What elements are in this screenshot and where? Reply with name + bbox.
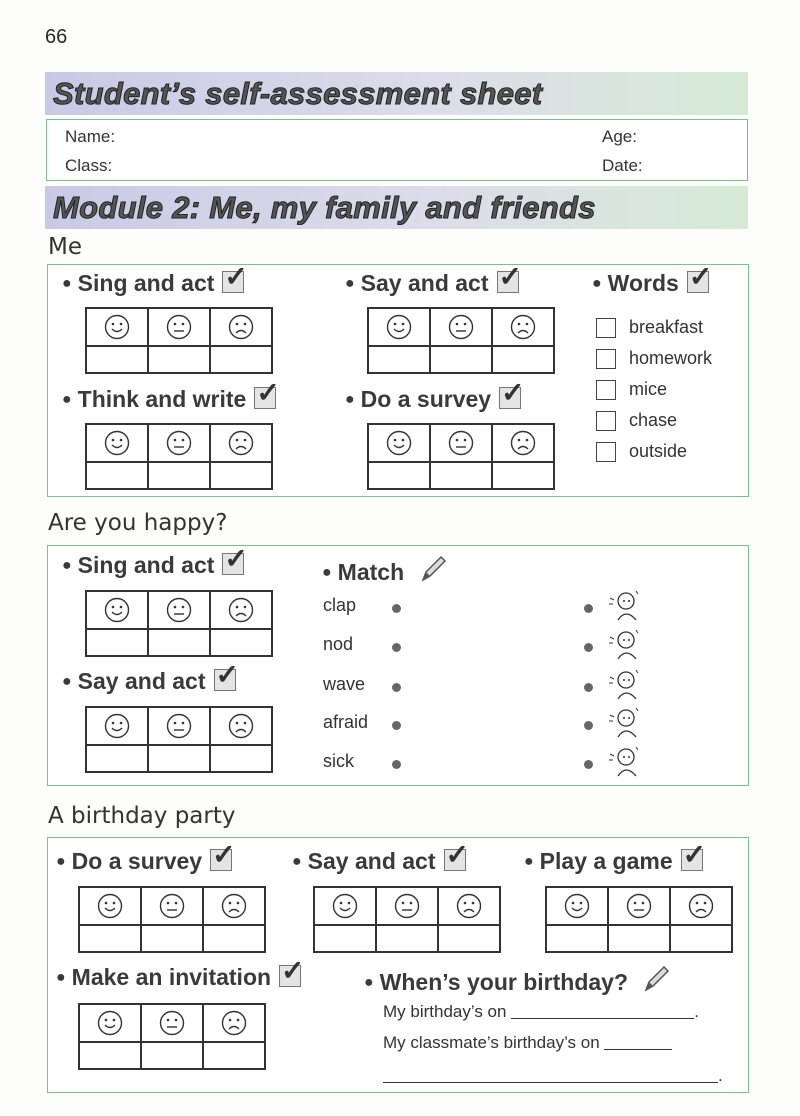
rating-table[interactable] bbox=[78, 886, 266, 953]
word-item: mice bbox=[596, 374, 712, 405]
checkbox-tick-icon[interactable] bbox=[499, 387, 521, 409]
face-cell bbox=[670, 887, 732, 925]
face-cell bbox=[210, 308, 272, 346]
sad-face-icon bbox=[221, 893, 247, 919]
rating-cell[interactable] bbox=[376, 925, 438, 952]
rating-cell[interactable] bbox=[203, 925, 265, 952]
rating-table[interactable] bbox=[78, 1003, 266, 1070]
neutral-face-icon bbox=[166, 430, 192, 456]
rating-cell[interactable] bbox=[148, 629, 210, 656]
face-cell bbox=[203, 887, 265, 925]
rating-cell[interactable] bbox=[210, 745, 272, 772]
match-dot-right[interactable] bbox=[584, 760, 593, 769]
rating-cell[interactable] bbox=[86, 462, 148, 489]
answer-blank[interactable] bbox=[383, 1068, 718, 1083]
rating-cell[interactable] bbox=[86, 629, 148, 656]
match-dot-left[interactable] bbox=[392, 760, 401, 769]
match-dot-right[interactable] bbox=[584, 643, 593, 652]
face-cell bbox=[141, 887, 203, 925]
answer-blank[interactable] bbox=[511, 1004, 694, 1019]
happy-face-icon bbox=[104, 430, 130, 456]
sad-face-icon bbox=[228, 713, 254, 739]
checkbox-tick-icon[interactable] bbox=[210, 849, 232, 871]
match-word: nod bbox=[323, 634, 354, 654]
face-cell bbox=[314, 887, 376, 925]
activity-say-and-act: ● Say and act✓ bbox=[62, 668, 236, 695]
sad-face-icon bbox=[510, 314, 536, 340]
module-title: Module 2: Me, my family and friends bbox=[53, 190, 596, 225]
rating-cell[interactable] bbox=[210, 346, 272, 373]
face-cell bbox=[608, 887, 670, 925]
rating-cell[interactable] bbox=[210, 462, 272, 489]
face-cell bbox=[141, 1004, 203, 1042]
rating-cell[interactable] bbox=[203, 1042, 265, 1069]
neutral-face-icon bbox=[448, 314, 474, 340]
action-picture-icon bbox=[606, 667, 642, 701]
checkbox-tick-icon[interactable] bbox=[254, 387, 276, 409]
face-cell bbox=[203, 1004, 265, 1042]
checkbox-tick-icon[interactable] bbox=[279, 965, 301, 987]
word-item: homework bbox=[596, 343, 712, 374]
rating-cell[interactable] bbox=[79, 925, 141, 952]
face-cell bbox=[430, 308, 492, 346]
pencil-icon bbox=[419, 554, 447, 584]
activity-sing-and-act: ● Sing and act✓ bbox=[62, 552, 244, 579]
activity-play-a-game: ● Play a game✓ bbox=[524, 848, 703, 875]
action-picture-icon bbox=[606, 744, 642, 778]
face-cell bbox=[546, 887, 608, 925]
match-dot-left[interactable] bbox=[392, 604, 401, 613]
match-dot-left[interactable] bbox=[392, 721, 401, 730]
activity-make-an-invitation: ● Make an invitation✓ bbox=[56, 964, 301, 991]
word-checkbox[interactable] bbox=[596, 411, 616, 431]
word-checkbox[interactable] bbox=[596, 349, 616, 369]
title-banner bbox=[45, 72, 748, 115]
match-dot-right[interactable] bbox=[584, 683, 593, 692]
word-list bbox=[596, 312, 712, 467]
match-word: wave bbox=[323, 674, 366, 694]
rating-cell[interactable] bbox=[608, 925, 670, 952]
checkbox-tick-icon[interactable] bbox=[222, 553, 244, 575]
activity-say-and-act: ● Say and act✓ bbox=[345, 270, 519, 297]
happy-face-icon bbox=[332, 893, 358, 919]
birthday-line-3: . bbox=[383, 1066, 723, 1086]
face-cell bbox=[86, 591, 148, 629]
action-picture-icon bbox=[606, 627, 642, 661]
section-heading-me: Me bbox=[48, 234, 82, 260]
match-dot-right[interactable] bbox=[584, 604, 593, 613]
face-cell bbox=[376, 887, 438, 925]
activity-think-and-write: ● Think and write✓ bbox=[62, 386, 276, 413]
student-info-box bbox=[46, 119, 748, 181]
name-label[interactable]: Name: bbox=[65, 127, 116, 146]
face-cell bbox=[430, 424, 492, 462]
activity-birthday: ● When’s your birthday? bbox=[364, 964, 670, 996]
age-label[interactable]: Age: bbox=[602, 127, 637, 146]
action-picture-icon bbox=[606, 705, 642, 739]
pencil-icon bbox=[642, 964, 670, 994]
face-cell bbox=[148, 707, 210, 745]
face-cell bbox=[79, 1004, 141, 1042]
rating-cell[interactable] bbox=[314, 925, 376, 952]
happy-face-icon bbox=[386, 314, 412, 340]
face-cell bbox=[210, 424, 272, 462]
sad-face-icon bbox=[510, 430, 536, 456]
word-item: breakfast bbox=[596, 312, 712, 343]
checkbox-tick-icon[interactable] bbox=[444, 849, 466, 871]
face-cell bbox=[368, 308, 430, 346]
sad-face-icon bbox=[456, 893, 482, 919]
neutral-face-icon bbox=[394, 893, 420, 919]
word-item: chase bbox=[596, 405, 712, 436]
face-cell bbox=[368, 424, 430, 462]
match-word: clap bbox=[323, 595, 357, 615]
rating-cell[interactable] bbox=[430, 346, 492, 373]
rating-cell[interactable] bbox=[86, 346, 148, 373]
happy-face-icon bbox=[104, 597, 130, 623]
sad-face-icon bbox=[221, 1010, 247, 1036]
rating-cell[interactable] bbox=[86, 745, 148, 772]
rating-cell[interactable] bbox=[148, 346, 210, 373]
rating-cell[interactable] bbox=[368, 346, 430, 373]
rating-cell[interactable] bbox=[546, 925, 608, 952]
activity-sing-and-act: ● Sing and act✓ bbox=[62, 270, 244, 297]
rating-cell[interactable] bbox=[141, 1042, 203, 1069]
checkbox-tick-icon[interactable] bbox=[497, 271, 519, 293]
section-heading-happy: Are you happy? bbox=[48, 510, 228, 536]
action-picture-icon bbox=[606, 588, 642, 622]
activity-say-and-act: ● Say and act✓ bbox=[292, 848, 466, 875]
face-cell bbox=[210, 591, 272, 629]
page-number: 66 bbox=[45, 26, 68, 48]
neutral-face-icon bbox=[166, 713, 192, 739]
rating-cell[interactable] bbox=[210, 629, 272, 656]
checkbox-tick-icon[interactable] bbox=[222, 271, 244, 293]
neutral-face-icon bbox=[159, 893, 185, 919]
face-cell bbox=[492, 308, 554, 346]
activity-match: ● Match bbox=[322, 554, 447, 586]
rating-cell[interactable] bbox=[148, 745, 210, 772]
birthday-line-2: My classmate’s birthday’s on bbox=[383, 1033, 672, 1053]
rating-table[interactable] bbox=[367, 423, 555, 490]
sad-face-icon bbox=[688, 893, 714, 919]
happy-face-icon bbox=[104, 713, 130, 739]
rating-cell[interactable] bbox=[368, 462, 430, 489]
happy-face-icon bbox=[564, 893, 590, 919]
neutral-face-icon bbox=[166, 597, 192, 623]
sad-face-icon bbox=[228, 597, 254, 623]
face-cell bbox=[492, 424, 554, 462]
rating-cell[interactable] bbox=[148, 462, 210, 489]
date-label[interactable]: Date: bbox=[602, 156, 643, 175]
face-cell bbox=[79, 887, 141, 925]
rating-table[interactable] bbox=[313, 886, 501, 953]
rating-cell[interactable] bbox=[438, 925, 500, 952]
happy-face-icon bbox=[104, 314, 130, 340]
neutral-face-icon bbox=[159, 1010, 185, 1036]
rating-cell[interactable] bbox=[492, 346, 554, 373]
rating-cell[interactable] bbox=[79, 1042, 141, 1069]
checkbox-tick-icon[interactable] bbox=[687, 271, 709, 293]
activity-words: ● Words✓ bbox=[592, 270, 709, 297]
face-cell bbox=[86, 707, 148, 745]
section-heading-party: A birthday party bbox=[48, 803, 236, 829]
happy-face-icon bbox=[97, 1010, 123, 1036]
birthday-line-1: My birthday’s on . bbox=[383, 1002, 699, 1021]
rating-cell[interactable] bbox=[492, 462, 554, 489]
face-cell bbox=[438, 887, 500, 925]
word-checkbox[interactable] bbox=[596, 442, 616, 462]
activity-do-a-survey: ● Do a survey✓ bbox=[56, 848, 232, 875]
match-dot-right[interactable] bbox=[584, 721, 593, 730]
face-cell bbox=[148, 424, 210, 462]
face-cell bbox=[210, 707, 272, 745]
sad-face-icon bbox=[228, 430, 254, 456]
word-item: outside bbox=[596, 436, 712, 467]
face-cell bbox=[86, 424, 148, 462]
face-cell bbox=[86, 308, 148, 346]
checkbox-tick-icon[interactable] bbox=[681, 849, 703, 871]
rating-table[interactable] bbox=[545, 886, 733, 953]
page-title: Student’s self-assessment sheet bbox=[53, 76, 543, 111]
rating-table[interactable] bbox=[367, 307, 555, 374]
word-checkbox[interactable] bbox=[596, 318, 616, 338]
face-cell bbox=[148, 591, 210, 629]
word-checkbox[interactable] bbox=[596, 380, 616, 400]
rating-table[interactable] bbox=[85, 423, 273, 490]
rating-table[interactable] bbox=[85, 706, 273, 773]
neutral-face-icon bbox=[166, 314, 192, 340]
happy-face-icon bbox=[97, 893, 123, 919]
match-dot-left[interactable] bbox=[392, 643, 401, 652]
rating-cell[interactable] bbox=[430, 462, 492, 489]
activity-do-a-survey: ● Do a survey✓ bbox=[345, 386, 521, 413]
checkbox-tick-icon[interactable] bbox=[214, 669, 236, 691]
module-banner bbox=[45, 186, 748, 229]
match-word: afraid bbox=[323, 712, 369, 732]
answer-blank[interactable] bbox=[604, 1035, 672, 1050]
rating-table[interactable] bbox=[85, 307, 273, 374]
match-dot-left[interactable] bbox=[392, 683, 401, 692]
neutral-face-icon bbox=[448, 430, 474, 456]
face-cell bbox=[148, 308, 210, 346]
sad-face-icon bbox=[228, 314, 254, 340]
happy-face-icon bbox=[386, 430, 412, 456]
rating-table[interactable] bbox=[85, 590, 273, 657]
neutral-face-icon bbox=[626, 893, 652, 919]
rating-cell[interactable] bbox=[670, 925, 732, 952]
rating-cell[interactable] bbox=[141, 925, 203, 952]
match-word: sick bbox=[323, 751, 354, 771]
class-label[interactable]: Class: bbox=[65, 156, 113, 175]
